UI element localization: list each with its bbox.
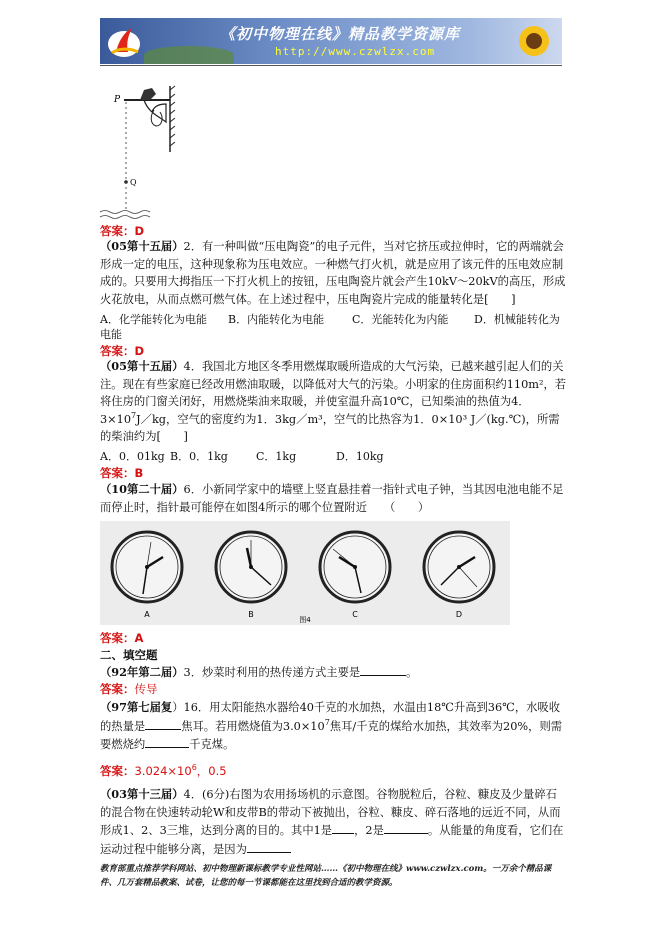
clock-label-c: C [352, 610, 358, 619]
q2-option-d-tail: 电能 [100, 328, 122, 341]
clock-label-a: A [144, 610, 150, 619]
section-heading: 二、填空题 [100, 648, 158, 662]
q5-answer [100, 681, 158, 697]
q4-text: 6．小新同学家中的墙壁上竖直悬挂着一指针式电子钟，当其因电池电能不足而停止时，指针最可能停在如图4所示的哪个位置附近 （ ） [100, 483, 564, 514]
q6-answer-value-a: 3.024×10 [134, 764, 192, 778]
clock-label-d: D [455, 610, 463, 619]
q6-text-part4: 千克煤。 [189, 738, 235, 751]
q5-text-block [100, 663, 568, 682]
q3-text-part2: J／kg，空气的密度约为1．3kg／m³，空气的比热容为1．0×10³ J／(kg.℃)，所需的柴油约为[ ] [100, 412, 560, 443]
header-rule [100, 65, 562, 66]
q3-source: （05第十五届） [100, 359, 184, 373]
q3-option-c: C．1kg [256, 450, 297, 463]
q3-text-block [100, 358, 568, 446]
q6-text-part1: ）16．用太阳能热水器给40千克的水加热，水温由18℃升高到36℃，水吸收的热量是 [100, 701, 561, 733]
q2-text: 2．有一种叫做“压电陶瓷”的电子元件，当对它挤压或拉伸时，它的两端就会形成一定的电压，这种现象称为压电效应。一种燃气打火机，就是应用了该元件的压电效应制成的。只要用大拇指压一下打火机上的按钮，压电陶瓷片就会产生10kV～20kV的高压，形成火花放电，从而点燃可燃气体。在上述过程中，压电陶瓷片完成的能量转化是[ ] [100, 240, 566, 306]
q6-text-part3: 焦耳/千克的煤给水加热，其效率为20%，则需要燃烧约 [100, 719, 563, 751]
q3-answer: 答案：B [100, 466, 144, 480]
q6-blank-2[interactable] [145, 735, 189, 748]
header-decoration [144, 46, 234, 64]
q1-answer: 答案：D [100, 224, 145, 238]
q6-text-part2: 焦耳。若用燃烧值为3.0×10 [181, 719, 325, 733]
q3-option-d: D．10kg [336, 450, 384, 463]
q6-answer [100, 763, 227, 779]
q6-blank-1[interactable] [145, 717, 181, 730]
q2-option-d: D．机械能转化为 [474, 313, 560, 326]
q5-answer-label: 答案： [100, 682, 135, 696]
q2-source: （05第十五届） [100, 239, 184, 253]
q4-text-block [100, 481, 568, 516]
q5-text-before: 3．炒菜时利用的热传递方式主要是 [183, 666, 361, 679]
q6-answer-value-b: ，0.5 [196, 764, 227, 778]
clock-figure-svg [100, 521, 510, 625]
q4-answer: 答案：A [100, 631, 144, 645]
clock-c [320, 532, 390, 602]
q7-blank-2[interactable] [384, 821, 428, 834]
q7-text-part1: 4．(6分)右图为农用扬场机的示意图。谷物脱粒后，谷粒、糠皮及少量碎石的混合物在快速转动轮W和皮带B的带动下被抛出，谷粒、糠皮、碎石落地的远近不同，从而形成1、2、3三堆，达到分离的目的。其中1是 [100, 788, 561, 837]
q2-option-c: C．光能转化为内能 [352, 313, 449, 326]
q2-text-block [100, 238, 568, 308]
q5-blank[interactable] [360, 663, 406, 676]
q3-option-a: A．0．01kg [100, 450, 165, 463]
q3-text-part1: 4．我国北方地区冬季用燃煤取暖所造成的大气污染，已越来越引起人们的关注。现在有些家庭已经改用燃油取暖，以降低对大气的污染。小明家的住房面积约110m²，若将住房的门窗关闭好，用燃烧柴油来取暖，并使室温升高10℃，已知柴油的热值为4．3×10 [100, 360, 567, 426]
q3-options [100, 448, 568, 464]
clock-b [216, 532, 286, 602]
sunflower-icon [510, 20, 558, 62]
clock-d [424, 532, 494, 602]
label-q: Q [130, 178, 137, 187]
q5-answer-value: 传导 [134, 682, 158, 696]
q2-option-a: A．化学能转化为电能 [100, 313, 207, 326]
q5-source: （92年第二届） [100, 665, 184, 679]
q4-clock-figure [100, 521, 510, 625]
figure-caption: 图4 [299, 616, 311, 624]
q2-answer: 答案：D [100, 344, 145, 358]
q7-text-part2: ，2是 [354, 824, 384, 837]
q7-text-block [100, 786, 568, 858]
q3-option-b: B．0．1kg [170, 450, 228, 463]
header-banner [100, 18, 562, 64]
q7-text-part3: 。从能量的角度看，它们在运动过程中能够分离，是因为 [100, 824, 564, 856]
q6-source: （97第七届复 [100, 700, 173, 714]
q2-options [100, 311, 568, 327]
page-footer: 教育部重点推荐学科网站、初中物理新课标教学专业性网站……《初中物理在线》www.czwlzx.com。一万余个精品课件、几万套精品教案、试卷，让您的每一节课都能在这里找到合适的教学资源。 [100, 864, 552, 888]
clock-label-b: B [248, 610, 254, 619]
header-url[interactable]: http://www.czwlzx.com [275, 45, 436, 58]
header-title: 《初中物理在线》精品教学资源库 [220, 25, 461, 43]
q7-blank-1[interactable] [332, 821, 354, 834]
q6-text-block [100, 699, 568, 754]
q3-exponent: 7 [131, 410, 137, 420]
q5-text-after: 。 [406, 666, 418, 679]
q2-option-b: B．内能转化为电能 [228, 313, 325, 326]
q6-answer-exponent: 6 [191, 763, 197, 773]
q7-blank-3[interactable] [247, 840, 291, 853]
q4-source: （10第二十届） [100, 482, 184, 496]
q1-figure [100, 82, 190, 222]
q6-answer-label: 答案： [100, 764, 135, 778]
label-p: P [114, 95, 121, 105]
q7-source: （03第十三届） [100, 787, 184, 801]
site-logo-icon [106, 22, 142, 60]
q6-exponent: 7 [324, 717, 330, 727]
clock-a [112, 532, 182, 602]
